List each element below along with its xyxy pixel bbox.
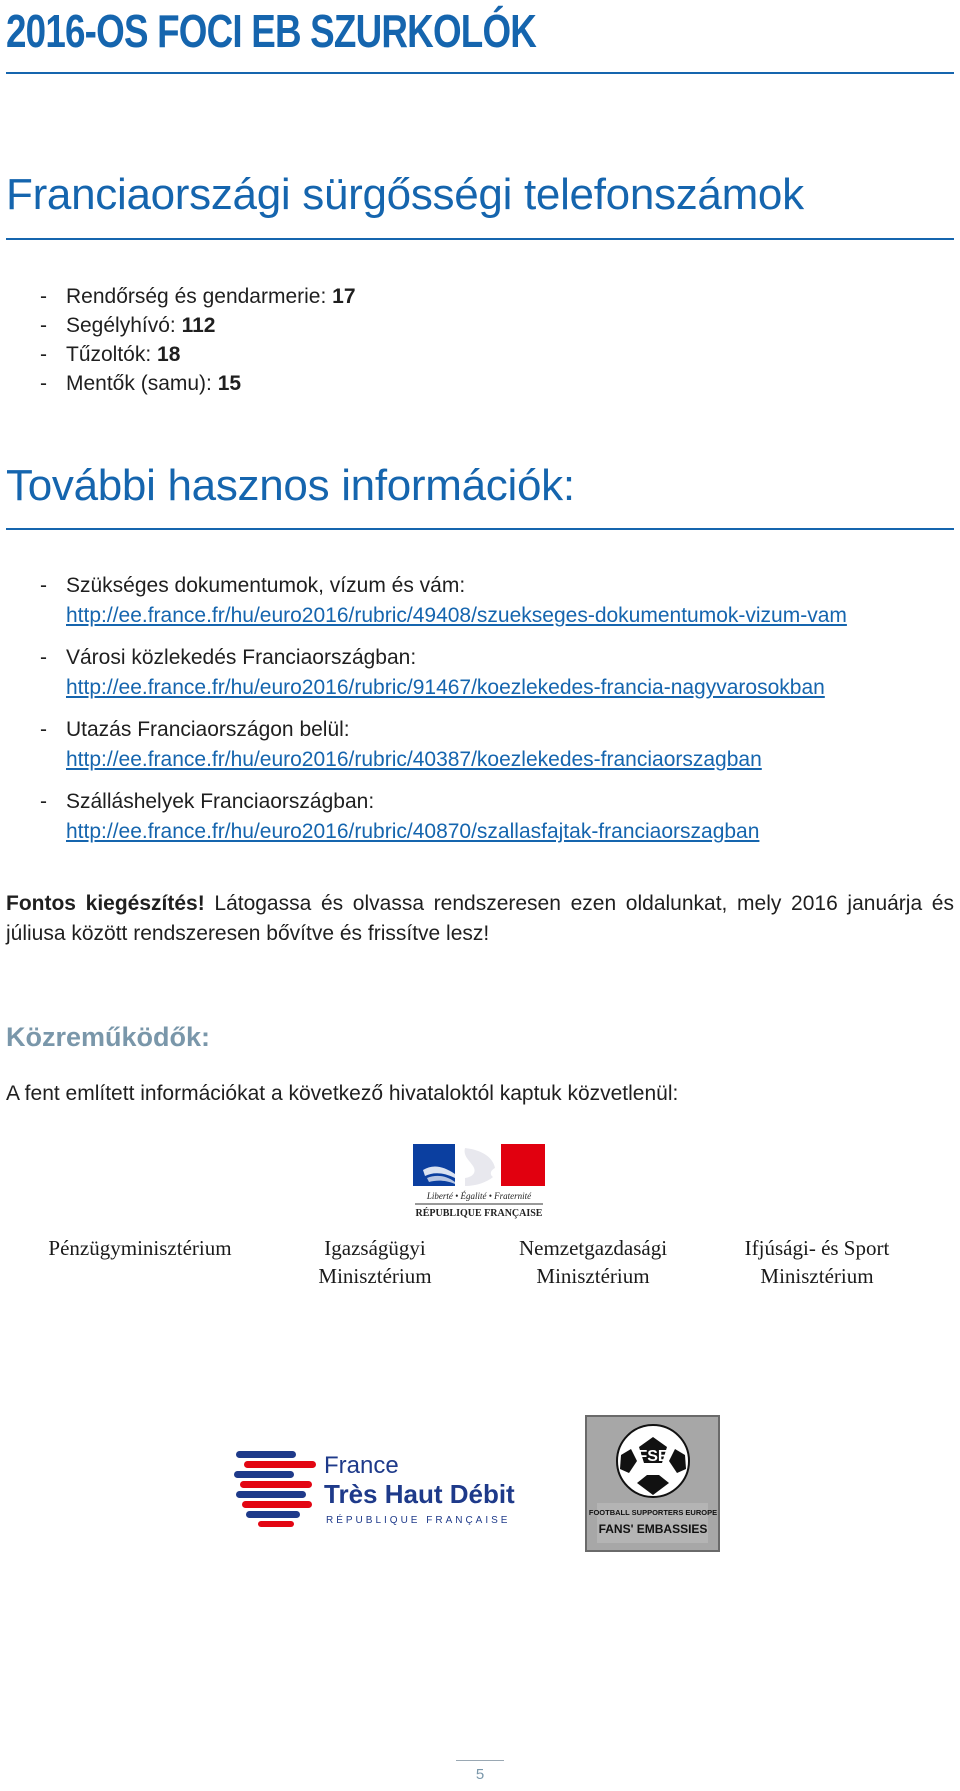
list-item: - Tűzoltók: 18 [40,343,181,366]
ministry-finance: Pénzügyminisztérium [48,1236,232,1260]
phone-number: 15 [217,372,242,395]
ministries-row [0,1234,960,1294]
fthd-icon [234,1445,534,1535]
info-link[interactable]: http://ee.france.fr/hu/euro2016/rubric/40870/szallasfajtak-franciaorszagban [66,820,760,843]
title-divider [6,72,954,74]
list-item: - Városi közlekedés Franciaországban: http://ee.france.fr/hu/euro2016/rubric/91467/koezlekedes-francia-nagyvarosokban [40,642,847,714]
contributors-heading: Közreműködők: [6,1022,211,1052]
france-tres-haut-debit-logo [234,1445,534,1535]
svg-text:Très Haut Débit: Très Haut Débit [324,1479,515,1509]
phone-number: 18 [157,343,181,366]
list-item: - Utazás Franciaországon belül: http://ee.france.fr/hu/euro2016/rubric/40387/koezlekedes-franciaorszagban [40,714,847,786]
svg-text:Liberté • Égalité • Fraternité: Liberté • Égalité • Fraternité [426,1191,532,1201]
marianne-icon [413,1144,545,1224]
list-item: - Mentők (samu): 15 [40,372,242,395]
ministry-economy: Nemzetgazdasági Minisztérium [518,1236,668,1288]
info-label: Városi közlekedés Franciaországban: [66,646,417,669]
info-link[interactable]: http://ee.france.fr/hu/euro2016/rubric/40387/koezlekedes-franciaorszagban [66,748,762,771]
svg-text:RÉPUBLIQUE FRANÇAISE: RÉPUBLIQUE FRANÇAISE [415,1208,543,1219]
football-icon [587,1417,718,1550]
info-label: Utazás Franciaországon belül: [66,718,350,741]
phone-number: 112 [181,314,216,337]
info-link[interactable]: http://ee.france.fr/hu/euro2016/rubric/49408/szuekseges-dokumentumok-vizum-vam [66,604,847,627]
fse-fans-embassies-logo [585,1415,720,1552]
info-label: Szükséges dokumentumok, vízum és vám: [66,574,466,597]
info-link[interactable]: http://ee.france.fr/hu/euro2016/rubric/91467/koezlekedes-francia-nagyvarosokban [66,676,825,699]
emergency-heading: Franciaországi sürgősségi telefonszámok [6,170,804,219]
svg-text:FOOTBALL SUPPORTERS EUROPE: FOOTBALL SUPPORTERS EUROPE [588,1508,718,1517]
list-item: - Rendőrség és gendarmerie: 17 [40,285,356,308]
document-title: 2016-OS FOCI EB SZURKOLÓK [6,5,537,57]
svg-text:RÉPUBLIQUE FRANÇAISE: RÉPUBLIQUE FRANÇAISE [326,1515,511,1526]
footer-divider [456,1760,504,1761]
ministry-youth-sport: Ifjúsági- és Sport Minisztérium [744,1236,890,1288]
info-list [40,570,847,858]
info-divider [6,528,954,530]
emergency-divider [6,238,954,240]
note-bold: Fontos kiegészítés! [6,892,205,915]
ministry-justice: Igazságügyi Minisztérium [318,1236,432,1288]
svg-text:FANS' EMBASSIES: FANS' EMBASSIES [598,1522,708,1536]
republique-francaise-logo [413,1144,545,1229]
emergency-list [40,282,356,398]
list-item: - Szükséges dokumentumok, vízum és vám: http://ee.france.fr/hu/euro2016/rubric/49408/szuekseges-dokumentumok-vizum-vam [40,570,847,642]
phone-number: 17 [332,285,356,308]
svg-text:France: France [324,1452,399,1479]
contributors-intro: A fent említett információkat a következő hivataloktól kaptuk közvetlenül: [6,1082,679,1105]
page-number: 5 [475,1766,485,1783]
important-note [6,889,954,949]
info-label: Szálláshelyek Franciaországban: [66,790,375,813]
list-item: - Segélyhívó: 112 [40,314,216,337]
svg-text:FSE: FSE [637,1448,669,1465]
list-item: - Szálláshelyek Franciaországban: http://ee.france.fr/hu/euro2016/rubric/40870/szallasfajtak-franciaorszagban [40,786,847,858]
info-heading: További hasznos információk: [6,461,575,510]
note-text: Látogassa és olvassa rendszeresen ezen oldalunkat, mely 2016 januárja és júliusa között rendszeresen bővítve és frissítve lesz! [6,892,954,945]
